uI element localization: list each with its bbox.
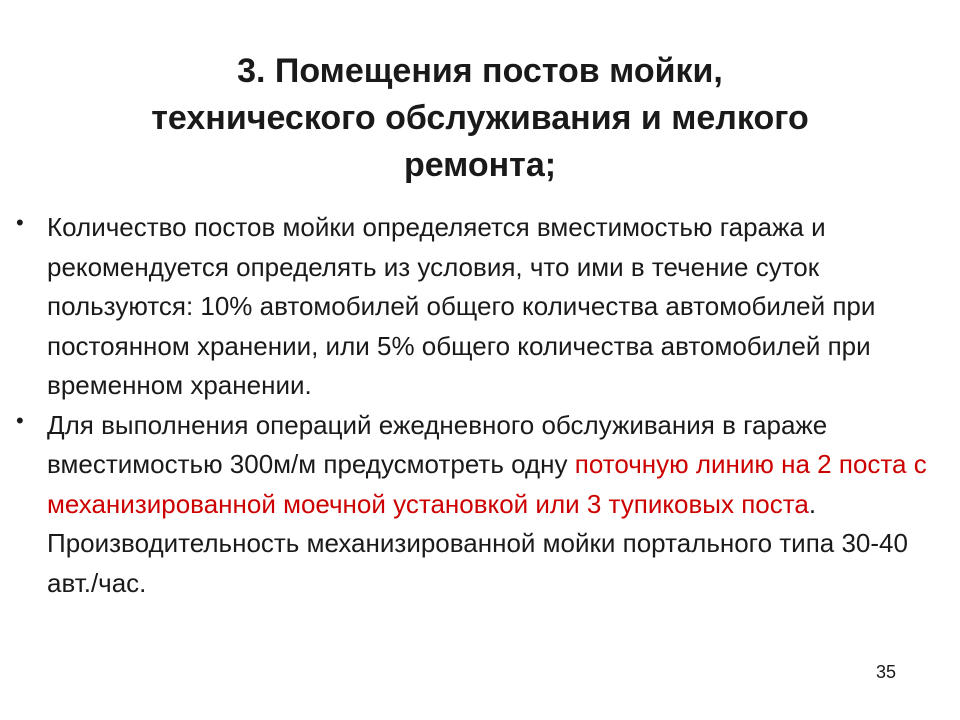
bullet-icon: • — [16, 407, 24, 433]
title-line-1: 3. Помещения постов мойки, — [237, 52, 723, 90]
bullet-item-wash-posts-count — [16, 208, 946, 406]
slide-title — [60, 48, 900, 189]
title-line-3: ремонта; — [403, 146, 557, 184]
title-line-2: технического обслуживания и мелкого — [151, 99, 809, 137]
bullet-text-highlight: поточную линию на 2 поста с механизированной моечной установкой или 3 тупиковых поста — [47, 449, 927, 519]
page-number: 35 — [876, 662, 897, 682]
bullet-text: Количество постов мойки определяется вместимостью гаража и рекомендуется определять из условия, что ими в течение суток пользуются: 10% автомобилей общего количества автомобилей при постоянном хранении, или 5% общего количества автомобилей при временном хранении. — [47, 212, 876, 400]
bullet-list — [16, 208, 946, 603]
bullet-text-end: . Производительность механизированной мойки портального типа 30-40 авт./час. — [47, 488, 908, 598]
bullet-text-start: Для выполнения операций ежедневного обслуживания в гараже вместимостью 300м/м предусмотреть одну — [47, 409, 828, 479]
bullet-item-daily-maintenance — [16, 406, 946, 604]
bullet-icon: • — [16, 210, 24, 235]
